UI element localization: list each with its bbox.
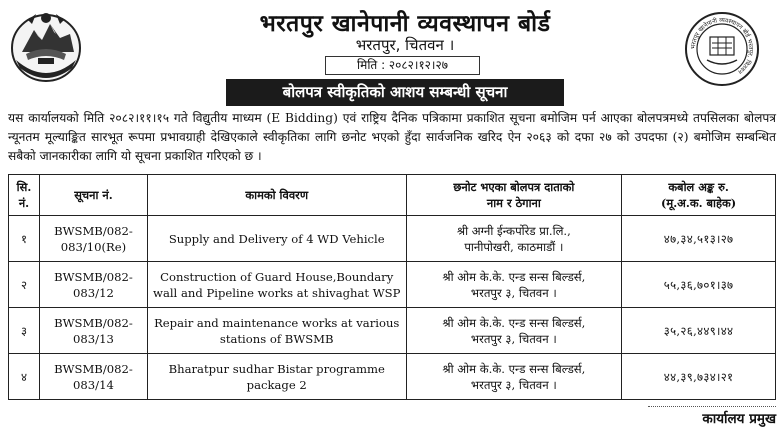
cell-amount: ५५,३६,७०१।३७	[622, 262, 776, 308]
bidder-address: पानीपोखरी, काठमाडौं ।	[464, 239, 564, 254]
cell-bidder	[406, 308, 622, 354]
bidder-address: भरतपुर ३, चितवन ।	[470, 331, 557, 346]
header-bidder	[406, 175, 622, 216]
notice-date: मिति : २०८२।१२।२७	[325, 56, 480, 75]
table-row	[9, 308, 776, 354]
bidder-name: श्री ओम के.के. एन्ड सन्स बिल्डर्स,	[442, 361, 586, 376]
bwsmb-seal-icon	[683, 10, 761, 88]
header-amount-line1: कबोल अङ्क रु.	[668, 180, 729, 194]
cell-description: Supply and Delivery of 4 WD Vehicle	[147, 216, 406, 262]
cell-sn: ३	[9, 308, 40, 354]
header-bidder-line1: छनोट भएका बोलपत्र दाताको	[453, 180, 575, 194]
bidder-name: श्री अग्नी ईन्कर्पोरेड प्रा.लि.,	[456, 223, 571, 238]
bidder-address: भरतपुर ३, चितवन ।	[470, 377, 557, 392]
bids-table	[8, 174, 776, 400]
cell-description: Construction of Guard House,Boundary wall and Pipeline works at shivaghat WSP	[147, 262, 406, 308]
header-sn: सि. नं.	[9, 175, 40, 216]
cell-amount: ४४,३९,७३४।२१	[622, 354, 776, 400]
table-row	[9, 262, 776, 308]
nepal-emblem-icon	[8, 8, 84, 84]
notice-title: बोलपत्र स्वीकृतिको आशय सम्बन्धी सूचना	[226, 79, 564, 106]
header-amount	[622, 175, 776, 216]
signature-office-chief: कार्यालय प्रमुख	[648, 406, 776, 427]
cell-notice-no: BWSMB/082-083/13	[39, 308, 147, 354]
header-bidder-line2: नाम र ठेगाना	[486, 196, 541, 210]
cell-sn: ४	[9, 354, 40, 400]
bidder-name: श्री ओम के.के. एन्ड सन्स बिल्डर्स,	[442, 315, 586, 330]
intro-paragraph: यस कार्यालयको मिति २०८२।११।१५ गते विद्युतीय माध्यम (E Bidding) एवं राष्ट्रिय दैनिक पत्रिकामा प्रकाशित सूचना बमोजिम पर्न आएका बोलपत्रमध्ये तपसिलका बोलपत्र न्यूनतम मूल्याङ्कित सारभूत रूपमा प्रभावग्राही देखिएकाले स्वीकृतिका लागि छनोट भएको हुँदा सार्वजनिक खरिद ऐन २०६३ को दफा २७ को उपदफा (२) बमोजिम सम्बन्धित सबैको जानकारीका लागि यो सूचना प्रकाशित गरिएको छ ।	[8, 111, 776, 163]
table-header-row	[9, 175, 776, 216]
cell-bidder	[406, 354, 622, 400]
org-name: भरतपुर खानेपानी व्यवस्थापन बोर्ड	[259, 11, 551, 37]
header-description: कामको विवरण	[147, 175, 406, 216]
cell-bidder	[406, 262, 622, 308]
table-row	[9, 216, 776, 262]
table-row	[9, 354, 776, 400]
header-amount-line2: (मू.अ.क. बाहेक)	[661, 196, 737, 210]
cell-notice-no: BWSMB/082-083/12	[39, 262, 147, 308]
cell-bidder	[406, 216, 622, 262]
cell-description: Bharatpur sudhar Bistar programme package 2	[147, 354, 406, 400]
cell-notice-no: BWSMB/082-083/10(Re)	[39, 216, 147, 262]
bidder-address: भरतपुर ३, चितवन ।	[470, 285, 557, 300]
header-notice-no: सूचना नं.	[39, 175, 147, 216]
cell-notice-no: BWSMB/082-083/14	[39, 354, 147, 400]
org-location: भरतपुर, चितवन ।	[355, 36, 455, 54]
cell-description: Repair and maintenance works at various stations of BWSMB	[147, 308, 406, 354]
cell-sn: २	[9, 262, 40, 308]
cell-sn: १	[9, 216, 40, 262]
svg-text:भरतपुर खानेपानी व्यवस्थापन बोर: भरतपुर खानेपानी व्यवस्थापन बोर्ड भरतपुर, चितवन	[689, 16, 755, 75]
cell-amount: ४७,३४,५१३।२७	[622, 216, 776, 262]
bidder-name: श्री ओम के.के. एन्ड सन्स बिल्डर्स,	[442, 269, 586, 284]
cell-amount: ३५,२६,४४९।४४	[622, 308, 776, 354]
